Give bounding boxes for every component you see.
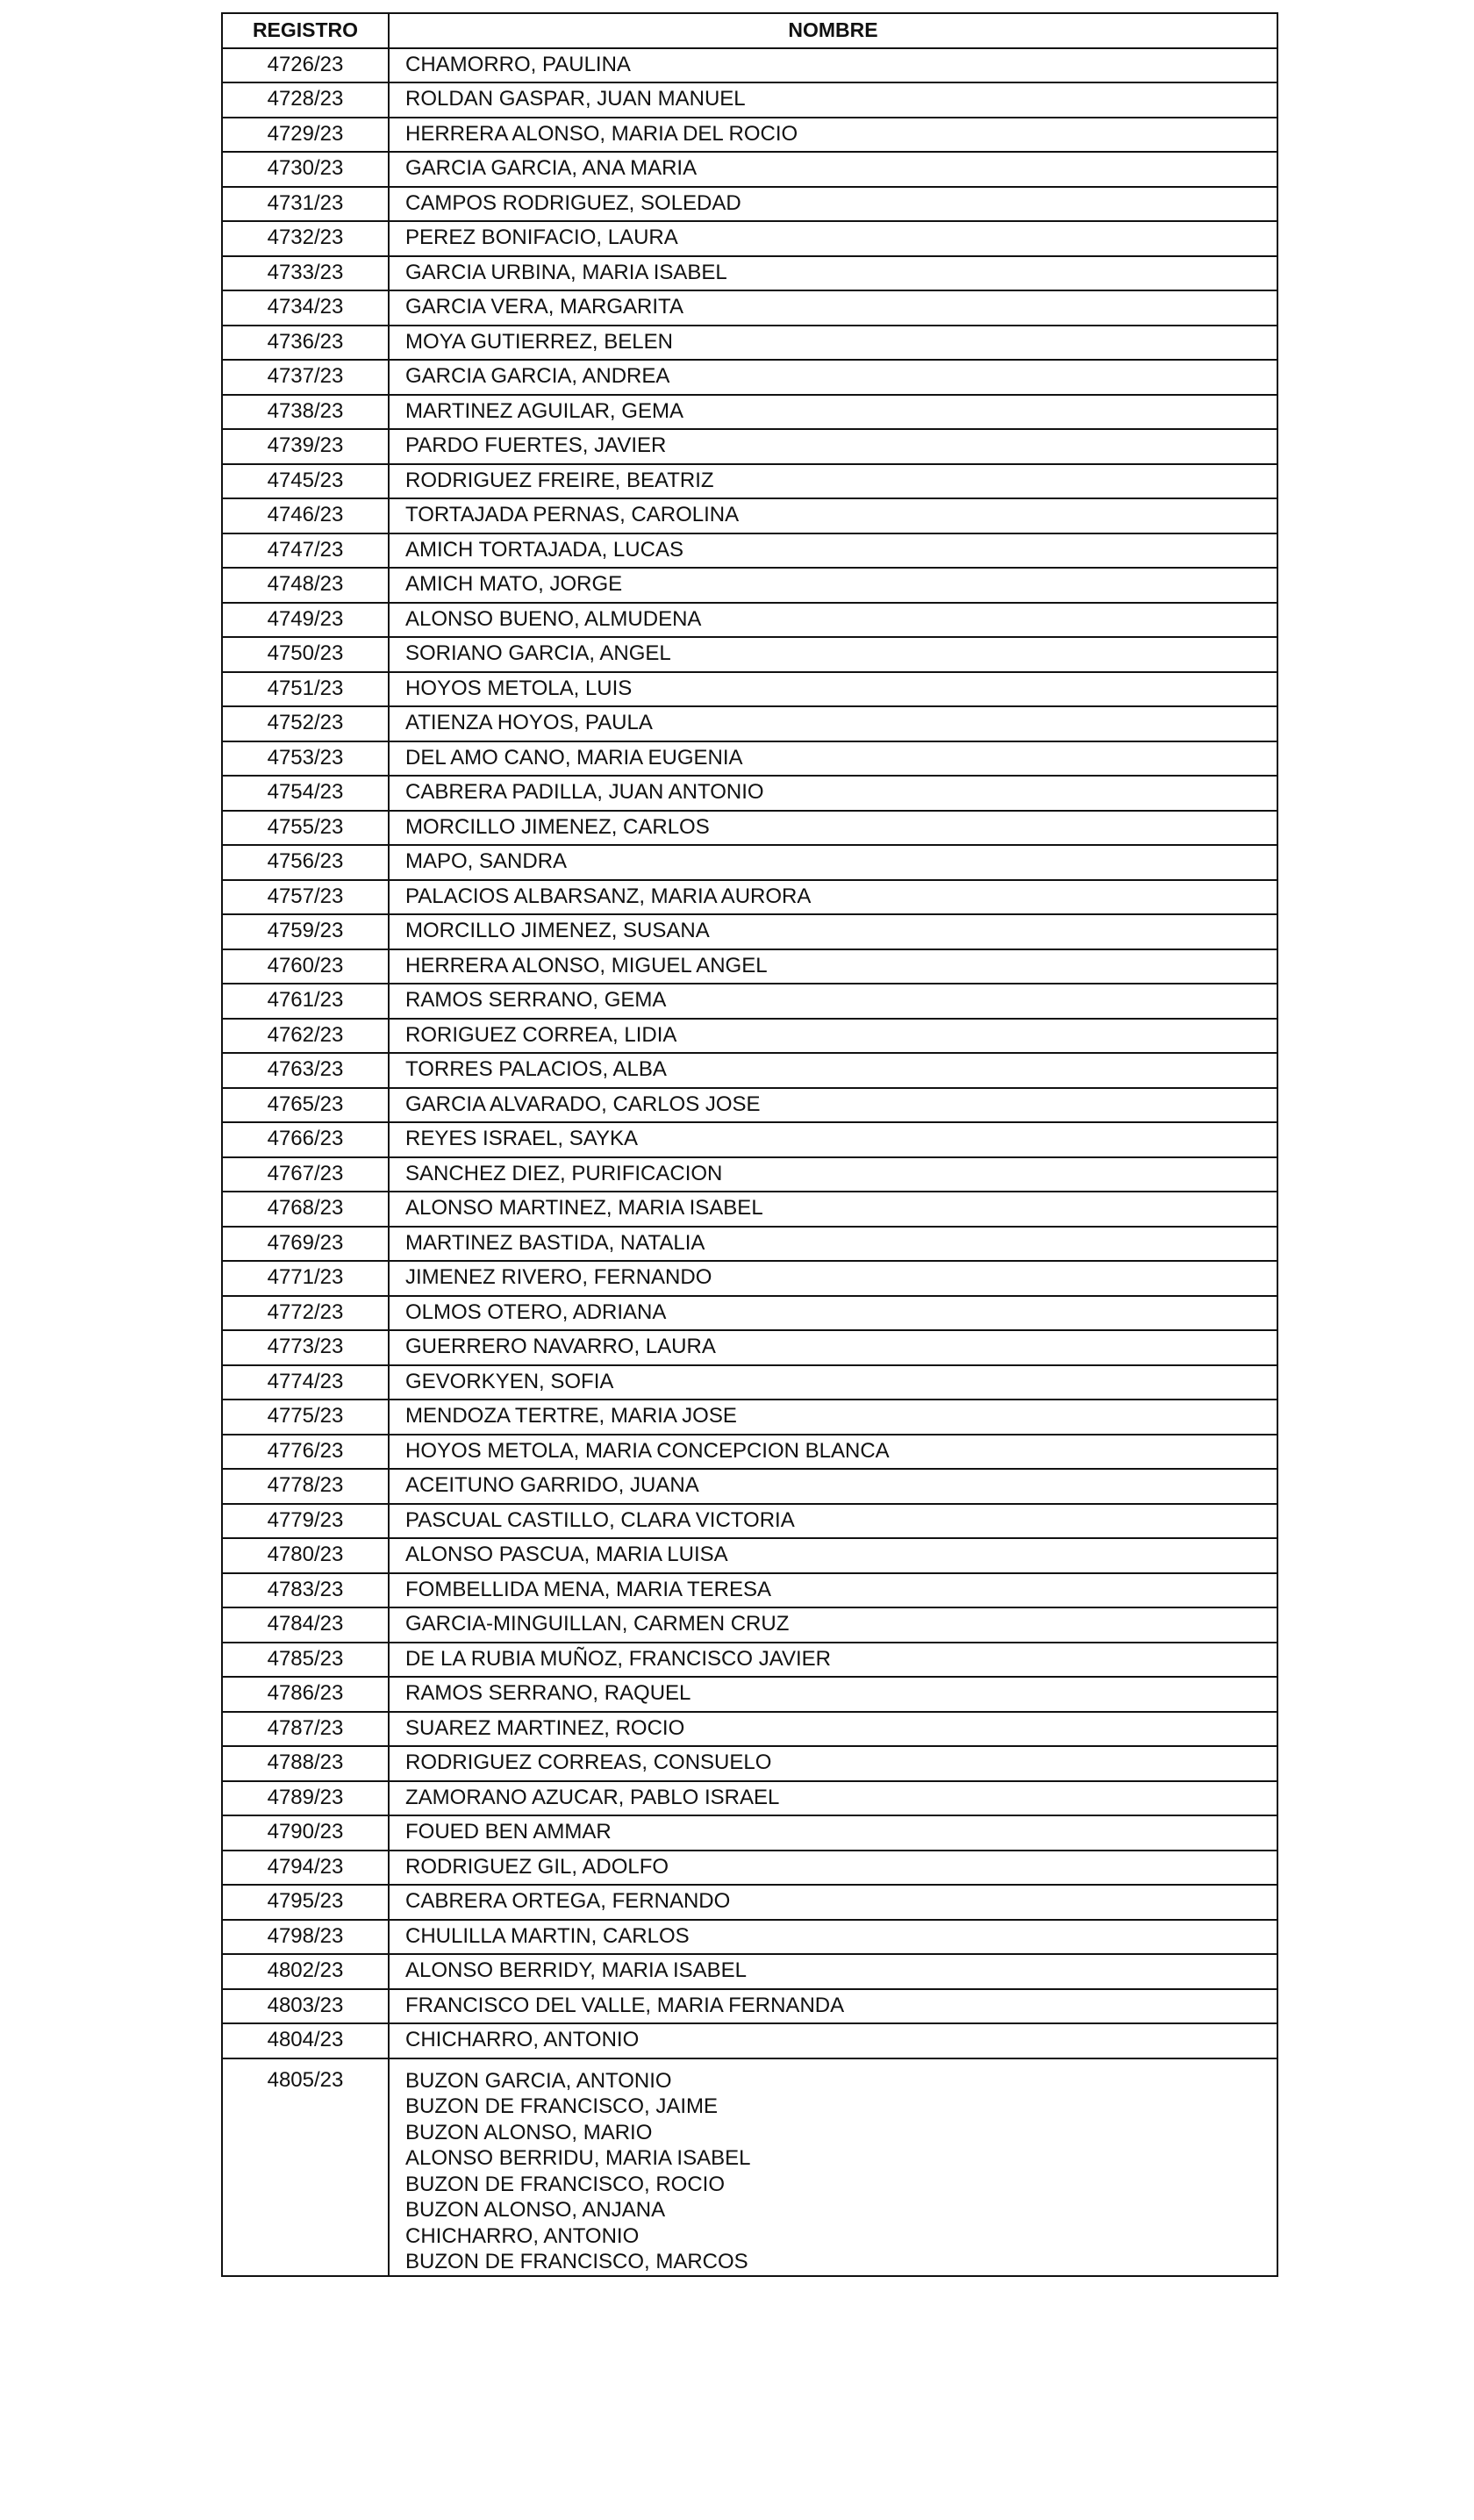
registro-cell: 4787/23 [222,1712,389,1747]
nombre-cell: PASCUAL CASTILLO, CLARA VICTORIA [389,1504,1277,1539]
table-row [222,1192,1277,1227]
nombre-line: BUZON GARCIA, ANTONIO [405,2068,672,2093]
nombre-cell: SORIANO GARCIA, ANGEL [389,637,1277,672]
nombre-line: BUZON ALONSO, ANJANA [405,2198,666,2222]
nombre-cell: HOYOS METOLA, MARIA CONCEPCION BLANCA [389,1435,1277,1470]
table-row [222,880,1277,915]
table-row-multi [222,2058,1277,2276]
nombre-cell: FRANCISCO DEL VALLE, MARIA FERNANDA [389,1989,1277,2024]
table-row [222,1261,1277,1296]
table-row [222,1781,1277,1816]
registro-cell: 4746/23 [222,498,389,533]
table-row [222,1469,1277,1504]
nombre-cell: GEVORKYEN, SOFIA [389,1365,1277,1400]
table-row [222,1851,1277,1886]
table-row [222,429,1277,464]
nombre-cell: HERRERA ALONSO, MIGUEL ANGEL [389,949,1277,984]
registro-cell: 4763/23 [222,1053,389,1088]
table-row [222,914,1277,949]
header-nombre: NOMBRE [389,13,1277,48]
table-row [222,949,1277,984]
registro-cell: 4805/23 [222,2058,389,2276]
table-row [222,603,1277,638]
nombre-cell: TORTAJADA PERNAS, CAROLINA [389,498,1277,533]
nombre-cell: GUERRERO NAVARRO, LAURA [389,1330,1277,1365]
nombre-cell: ATIENZA HOYOS, PAULA [389,706,1277,741]
table-header-row [222,13,1277,48]
registro-cell: 4790/23 [222,1815,389,1851]
nombre-cell: DE LA RUBIA MUÑOZ, FRANCISCO JAVIER [389,1643,1277,1678]
nombre-line: ALONSO BERRIDU, MARIA ISABEL [405,2146,751,2170]
nombre-cell: ACEITUNO GARRIDO, JUANA [389,1469,1277,1504]
nombre-cell: ALONSO BUENO, ALMUDENA [389,603,1277,638]
table-body [222,48,1277,2276]
nombre-cell: ALONSO PASCUA, MARIA LUISA [389,1538,1277,1573]
table-row [222,395,1277,430]
nombre-cell: ZAMORANO AZUCAR, PABLO ISRAEL [389,1781,1277,1816]
nombre-line: BUZON DE FRANCISCO, ROCIO [405,2172,726,2196]
registro-cell: 4757/23 [222,880,389,915]
table-row [222,845,1277,880]
registro-cell: 4756/23 [222,845,389,880]
table-row [222,776,1277,811]
nombre-cell: REYES ISRAEL, SAYKA [389,1122,1277,1157]
table-row [222,1746,1277,1781]
nombre-cell: MORCILLO JIMENEZ, SUSANA [389,914,1277,949]
registro-cell: 4745/23 [222,464,389,499]
nombre-cell: PARDO FUERTES, JAVIER [389,429,1277,464]
nombre-cell-multi [389,2058,1277,2276]
table-row [222,498,1277,533]
registro-cell: 4779/23 [222,1504,389,1539]
nombre-cell: HOYOS METOLA, LUIS [389,672,1277,707]
nombre-cell: MARTINEZ AGUILAR, GEMA [389,395,1277,430]
table-row [222,1815,1277,1851]
registro-cell: 4751/23 [222,672,389,707]
table-row [222,1296,1277,1331]
table-row [222,1712,1277,1747]
registro-cell: 4754/23 [222,776,389,811]
table-row [222,1365,1277,1400]
table-row [222,2023,1277,2058]
table-row [222,82,1277,118]
nombre-cell: CABRERA PADILLA, JUAN ANTONIO [389,776,1277,811]
nombre-cell: MARTINEZ BASTIDA, NATALIA [389,1227,1277,1262]
registro-cell: 4767/23 [222,1157,389,1192]
table-row [222,48,1277,83]
header-registro: REGISTRO [222,13,389,48]
nombre-line: BUZON DE FRANCISCO, MARCOS [405,2250,748,2273]
nombre-cell: GARCIA ALVARADO, CARLOS JOSE [389,1088,1277,1123]
registro-cell: 4785/23 [222,1643,389,1678]
registro-cell: 4729/23 [222,118,389,153]
registro-cell: 4750/23 [222,637,389,672]
registro-cell: 4762/23 [222,1019,389,1054]
table-row [222,1504,1277,1539]
table-row [222,221,1277,256]
table-row [222,1989,1277,2024]
table-row [222,984,1277,1019]
registro-cell: 4780/23 [222,1538,389,1573]
nombre-cell: CHICHARRO, ANTONIO [389,2023,1277,2058]
registro-cell: 4774/23 [222,1365,389,1400]
nombre-cell: OLMOS OTERO, ADRIANA [389,1296,1277,1331]
nombre-cell: DEL AMO CANO, MARIA EUGENIA [389,741,1277,777]
nombre-cell: GARCIA URBINA, MARIA ISABEL [389,256,1277,291]
table-row [222,1019,1277,1054]
nombre-cell: JIMENEZ RIVERO, FERNANDO [389,1261,1277,1296]
nombre-cell: AMICH MATO, JORGE [389,568,1277,603]
nombre-cell: GARCIA GARCIA, ANA MARIA [389,152,1277,187]
table-row [222,1330,1277,1365]
table-row [222,256,1277,291]
nombre-cell: TORRES PALACIOS, ALBA [389,1053,1277,1088]
nombre-cell: CHAMORRO, PAULINA [389,48,1277,83]
nombre-cell: ALONSO BERRIDY, MARIA ISABEL [389,1954,1277,1989]
registro-cell: 4788/23 [222,1746,389,1781]
table-row [222,672,1277,707]
nombre-cell: CHULILLA MARTIN, CARLOS [389,1920,1277,1955]
registro-cell: 4734/23 [222,290,389,326]
table-row [222,1954,1277,1989]
table-row [222,118,1277,153]
registro-cell: 4803/23 [222,1989,389,2024]
nombre-cell: CAMPOS RODRIGUEZ, SOLEDAD [389,187,1277,222]
registry-table [221,12,1278,2277]
table-row [222,1920,1277,1955]
table-row [222,326,1277,361]
table-row [222,706,1277,741]
registro-cell: 4786/23 [222,1677,389,1712]
table-row [222,1435,1277,1470]
registro-cell: 4760/23 [222,949,389,984]
table-row [222,464,1277,499]
registro-cell: 4738/23 [222,395,389,430]
registro-cell: 4731/23 [222,187,389,222]
table-row [222,811,1277,846]
table-row [222,1573,1277,1608]
table-row [222,1227,1277,1262]
table-row [222,1400,1277,1435]
nombre-cell: FOMBELLIDA MENA, MARIA TERESA [389,1573,1277,1608]
registro-cell: 4771/23 [222,1261,389,1296]
registro-cell: 4749/23 [222,603,389,638]
registro-cell: 4730/23 [222,152,389,187]
registro-cell: 4752/23 [222,706,389,741]
nombre-cell: MOYA GUTIERREZ, BELEN [389,326,1277,361]
table-row [222,1088,1277,1123]
table-row [222,187,1277,222]
registro-cell: 4747/23 [222,533,389,569]
table-row [222,1677,1277,1712]
registro-cell: 4728/23 [222,82,389,118]
registro-cell: 4733/23 [222,256,389,291]
registro-cell: 4784/23 [222,1607,389,1643]
registro-cell: 4755/23 [222,811,389,846]
registro-cell: 4726/23 [222,48,389,83]
registro-cell: 4778/23 [222,1469,389,1504]
nombre-cell: GARCIA VERA, MARGARITA [389,290,1277,326]
table-row [222,1607,1277,1643]
nombre-cell: ALONSO MARTINEZ, MARIA ISABEL [389,1192,1277,1227]
table-row [222,152,1277,187]
table-row [222,1053,1277,1088]
registro-cell: 4765/23 [222,1088,389,1123]
registro-cell: 4772/23 [222,1296,389,1331]
nombre-line: BUZON DE FRANCISCO, JAIME [405,2094,719,2118]
nombre-cell: SANCHEZ DIEZ, PURIFICACION [389,1157,1277,1192]
nombre-cell: PALACIOS ALBARSANZ, MARIA AURORA [389,880,1277,915]
registro-cell: 4736/23 [222,326,389,361]
nombre-cell: RODRIGUEZ CORREAS, CONSUELO [389,1746,1277,1781]
registro-cell: 4759/23 [222,914,389,949]
registro-cell: 4775/23 [222,1400,389,1435]
table-row [222,360,1277,395]
nombre-cell: RODRIGUEZ GIL, ADOLFO [389,1851,1277,1886]
nombre-cell: RAMOS SERRANO, GEMA [389,984,1277,1019]
registro-cell: 4748/23 [222,568,389,603]
registro-cell: 4739/23 [222,429,389,464]
registro-cell: 4732/23 [222,221,389,256]
nombre-line: CHICHARRO, ANTONIO [405,2223,640,2248]
registro-cell: 4769/23 [222,1227,389,1262]
nombre-cell: GARCIA-MINGUILLAN, CARMEN CRUZ [389,1607,1277,1643]
table-row [222,568,1277,603]
nombre-cell: PEREZ BONIFACIO, LAURA [389,221,1277,256]
nombre-cell: MAPO, SANDRA [389,845,1277,880]
registro-cell: 4768/23 [222,1192,389,1227]
nombre-cell: MORCILLO JIMENEZ, CARLOS [389,811,1277,846]
registro-cell: 4795/23 [222,1885,389,1920]
registro-cell: 4753/23 [222,741,389,777]
nombre-line: BUZON ALONSO, MARIO [405,2120,653,2144]
nombre-cell: CABRERA ORTEGA, FERNANDO [389,1885,1277,1920]
table-row [222,637,1277,672]
nombre-cell: RAMOS SERRANO, RAQUEL [389,1677,1277,1712]
table-row [222,1643,1277,1678]
registro-cell: 4737/23 [222,360,389,395]
registro-cell: 4804/23 [222,2023,389,2058]
nombre-cell: HERRERA ALONSO, MARIA DEL ROCIO [389,118,1277,153]
registro-cell: 4789/23 [222,1781,389,1816]
nombre-cell: RORIGUEZ CORREA, LIDIA [389,1019,1277,1054]
nombre-cell: MENDOZA TERTRE, MARIA JOSE [389,1400,1277,1435]
table-row [222,290,1277,326]
registro-cell: 4761/23 [222,984,389,1019]
registro-cell: 4783/23 [222,1573,389,1608]
table-row [222,1885,1277,1920]
nombre-cell: AMICH TORTAJADA, LUCAS [389,533,1277,569]
nombre-cell: SUAREZ MARTINEZ, ROCIO [389,1712,1277,1747]
registro-cell: 4798/23 [222,1920,389,1955]
registro-cell: 4776/23 [222,1435,389,1470]
table-row [222,1122,1277,1157]
table-row [222,1538,1277,1573]
table-row [222,741,1277,777]
registro-cell: 4802/23 [222,1954,389,1989]
nombre-cell: ROLDAN GASPAR, JUAN MANUEL [389,82,1277,118]
registro-cell: 4794/23 [222,1851,389,1886]
registro-cell: 4773/23 [222,1330,389,1365]
table-row [222,533,1277,569]
nombre-cell: RODRIGUEZ FREIRE, BEATRIZ [389,464,1277,499]
nombre-cell: GARCIA GARCIA, ANDREA [389,360,1277,395]
registro-cell: 4766/23 [222,1122,389,1157]
nombre-cell: FOUED BEN AMMAR [389,1815,1277,1851]
table-row [222,1157,1277,1192]
